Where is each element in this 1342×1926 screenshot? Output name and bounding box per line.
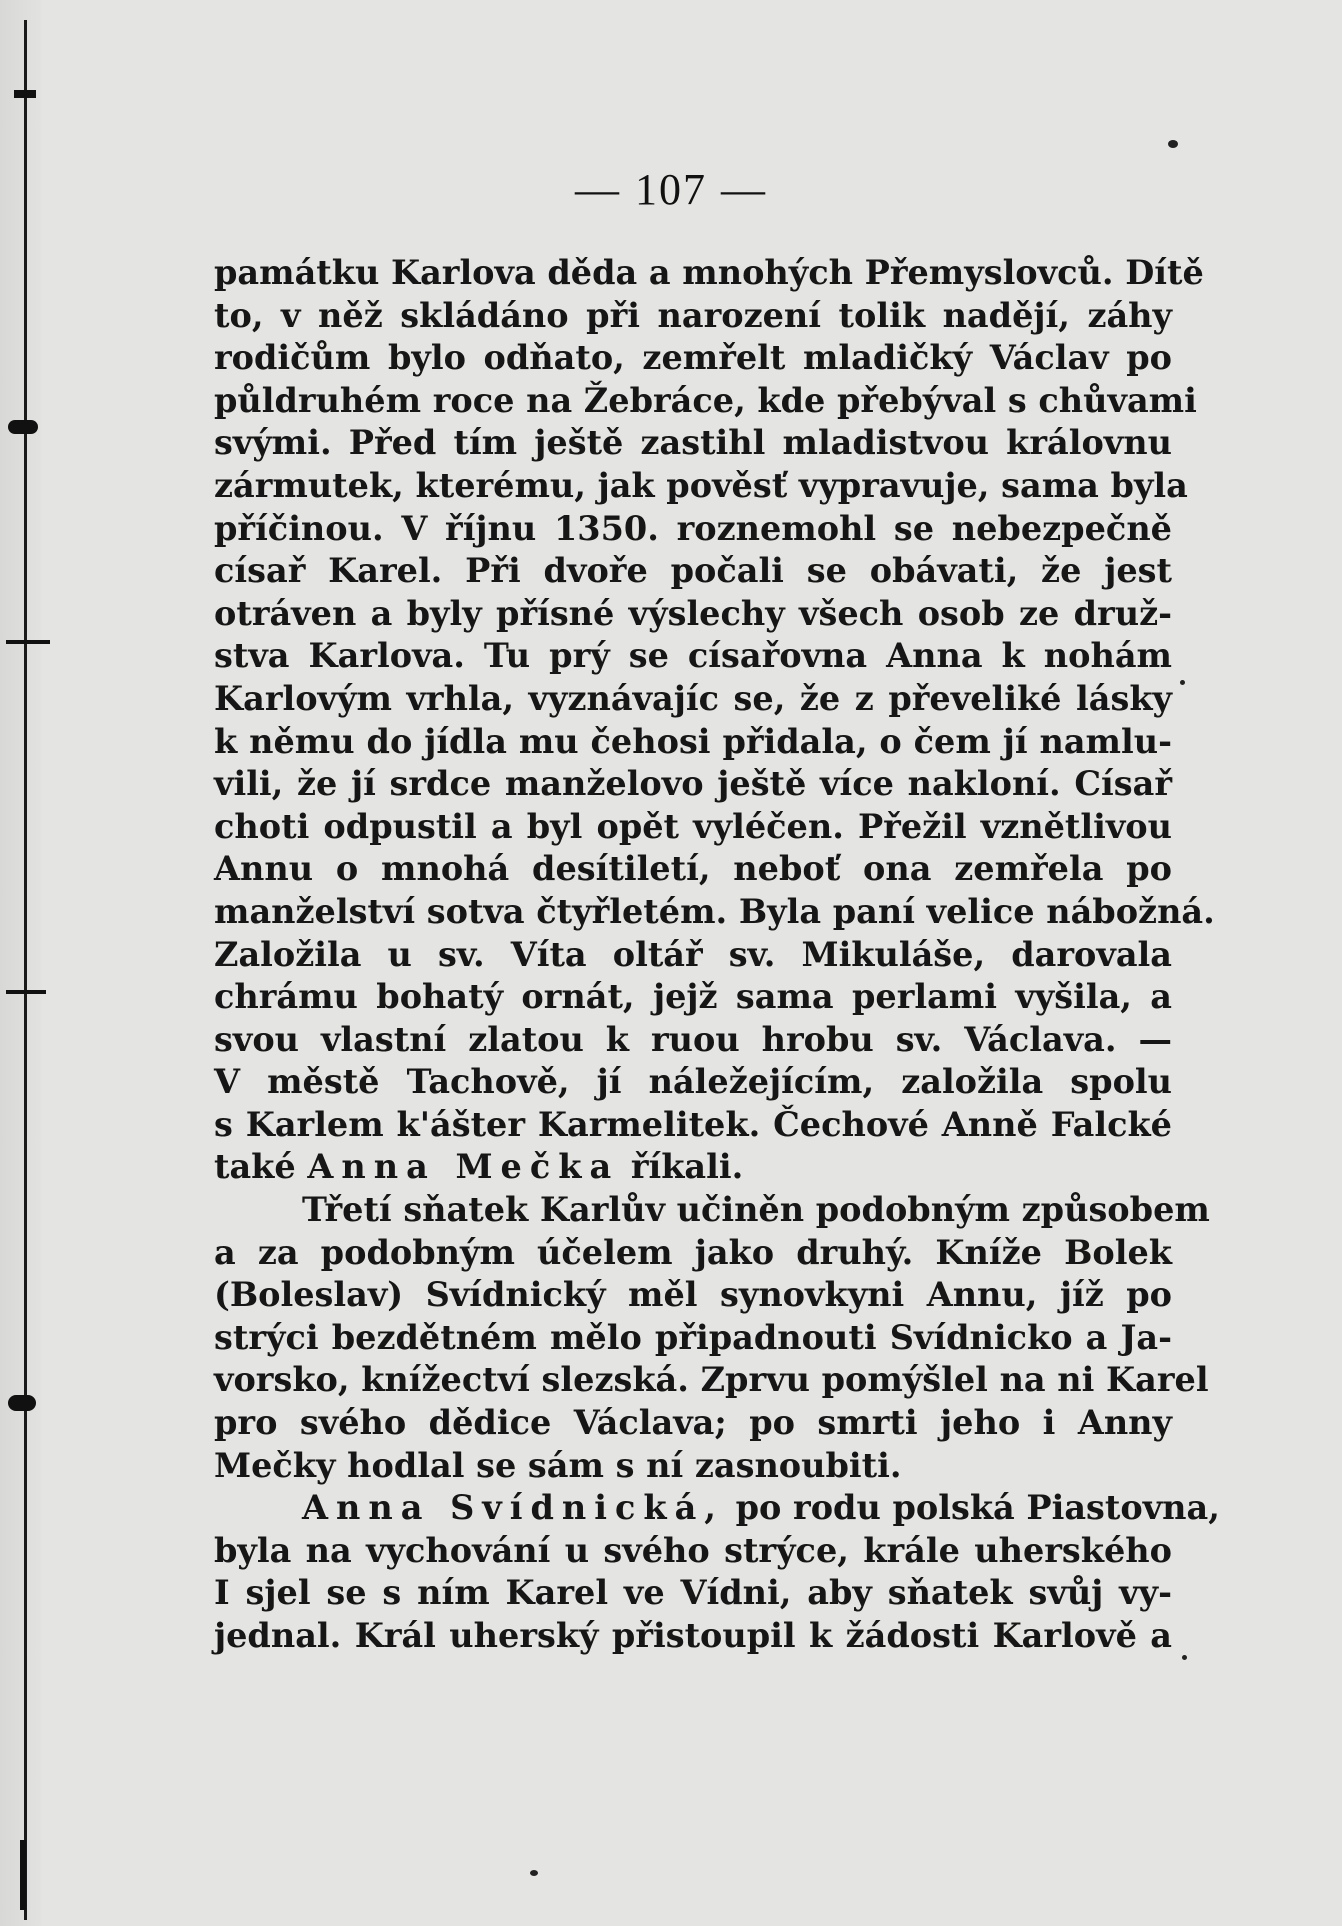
ink-speck: [1180, 680, 1185, 685]
text-fragment: říkali.: [619, 1147, 744, 1187]
binding-stitch: [6, 640, 50, 644]
text-line: [214, 1146, 1172, 1189]
spaced-name: Anna Svídnická,: [302, 1488, 724, 1528]
text-line: k němu do jídla mu čehosi přidala, o čem jí namlu-: [214, 721, 1172, 761]
text-line: svou vlastní zlatou k ruou hrobu sv. Václava. —: [214, 1019, 1172, 1059]
text-line: V městě Tachově, jí náležejícím, založila spolu: [214, 1062, 1172, 1102]
text-line: památku Karlova děda a mnohých Přemyslovců. Dítě: [214, 253, 1204, 292]
text-line: s Karlem k'ášter Karmelitek. Čechové Anně Falcké: [214, 1104, 1172, 1144]
text-line: [214, 1487, 1220, 1530]
text-line: příčinou. V říjnu 1350. roznemohl se nebezpečně: [214, 508, 1172, 548]
text-fragment: po rodu polská Piastovna,: [723, 1488, 1220, 1528]
ink-speck: [1182, 1655, 1187, 1660]
text-line: to, v něž skládáno při narození tolik nadějí, záhy: [214, 295, 1172, 335]
text-line: (Boleslav) Svídnický měl synovkyni Annu, jíž po: [214, 1275, 1172, 1315]
page-number-dash-right: —: [721, 165, 767, 214]
text-line: rodičům bylo odňato, zemřelt mladičký Václav po: [214, 338, 1172, 378]
text-line: strýci bezdětném mělo připadnouti Svídnicko a Ja-: [214, 1317, 1172, 1357]
text-line: Karlovým vrhla, vyznávajíc se, že z převeliké lásky: [214, 678, 1172, 718]
text-line: I sjel se s ním Karel ve Vídni, aby sňatek svůj vy-: [214, 1573, 1172, 1613]
ink-speck: [530, 1870, 538, 1876]
text-line: vili, že jí srdce manželovo ještě více nakloní. Císař: [214, 764, 1172, 804]
binding-stitch: [8, 420, 38, 434]
binding-stitch: [14, 90, 36, 98]
text-line: a za podobným účelem jako druhý. Kníže Bolek: [214, 1232, 1172, 1272]
text-line: Annu o mnohá desítiletí, neboť ona zemřela po: [214, 849, 1172, 889]
text-line: Založila u sv. Víta oltář sv. Mikuláše, darovala: [214, 934, 1172, 974]
text-line: otráven a byly přísné výslechy všech osob ze druž-: [214, 593, 1172, 633]
text-line: manželství sotva čtyřletém. Byla paní velice nábožná.: [214, 891, 1215, 931]
binding-stitch: [8, 1395, 36, 1411]
text-line: pro svého dědice Václava; po smrti jeho i Anny: [214, 1403, 1172, 1443]
binding-stitch: [20, 1840, 26, 1910]
ink-speck: [1168, 140, 1178, 148]
page-number: [0, 164, 1342, 215]
text-line: choti odpustil a byl opět vyléčen. Přežil vznětlivou: [214, 806, 1172, 846]
text-line: Třetí sňatek Karlův učiněn podobným způsobem: [302, 1190, 1210, 1230]
binding-thread: [24, 20, 27, 1920]
text-line: vorsko, knížectví slezská. Zprvu pomýšlel na ni Karel: [214, 1360, 1209, 1400]
text-line: půldruhém roce na Žebráce, kde přebýval s chůvami: [214, 380, 1197, 420]
page-number-dash-left: —: [575, 165, 621, 214]
page-number-value: 107: [635, 165, 707, 214]
text-fragment: také: [214, 1147, 308, 1187]
text-line: stva Karlova. Tu prý se císařovna Anna k nohám: [214, 636, 1172, 676]
text-line: svými. Před tím ještě zastihl mladistvou královnu: [214, 423, 1172, 463]
text-line: Mečky hodlal se sám s ní zasnoubiti.: [214, 1445, 902, 1485]
text-line: císař Karel. Při dvoře počali se obávati, že jest: [214, 551, 1172, 591]
binding-edge: [0, 0, 42, 1926]
binding-stitch: [6, 990, 46, 994]
text-line: zármutek, kterému, jak pověsť vypravuje, sama byla: [214, 465, 1188, 505]
spaced-name: Anna Mečka: [307, 1147, 620, 1187]
text-line: chrámu bohatý ornát, jejž sama perlami vyšila, a: [214, 977, 1172, 1017]
body-text: [214, 252, 1220, 1658]
text-line: jednal. Král uherský přistoupil k žádosti Karlově a: [214, 1616, 1172, 1655]
text-line: byla na vychování u svého strýce, krále uherského: [214, 1530, 1172, 1570]
